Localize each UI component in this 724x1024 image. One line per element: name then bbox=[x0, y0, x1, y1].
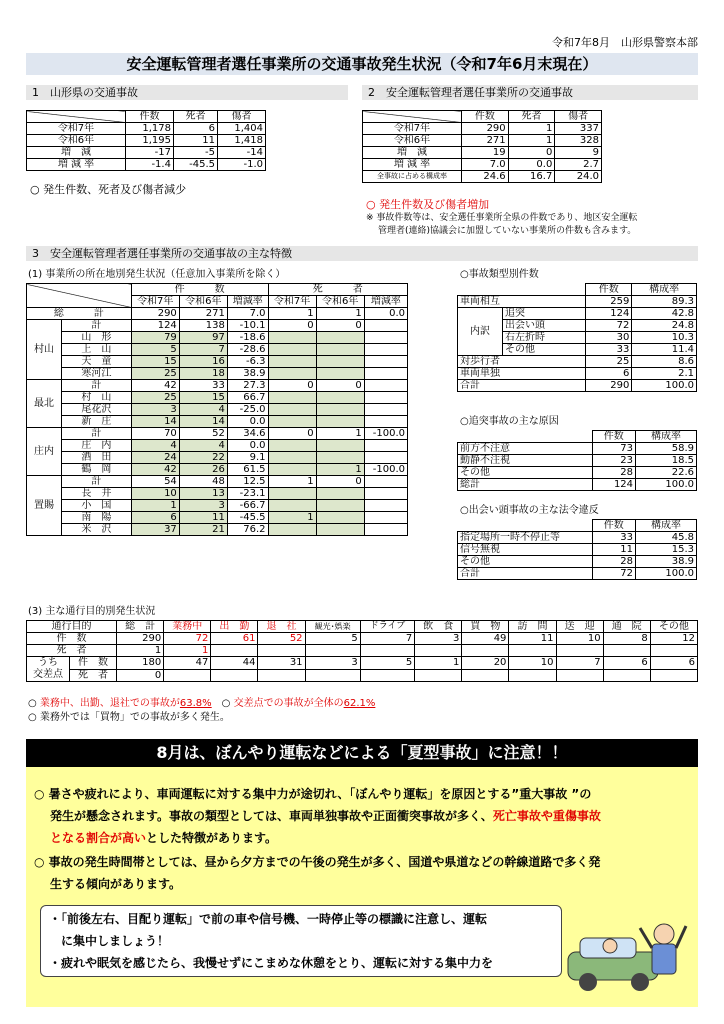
table-row: 南 陽 6 11 -45.5 1 bbox=[27, 512, 408, 524]
page-title: 安全運転管理者選任事業所の交通事故発生状況（令和7年6月末現在） bbox=[26, 53, 698, 75]
type-table-title: ○事故類型別件数 bbox=[460, 269, 539, 280]
table-row: 尾花沢 3 4 -25.0 bbox=[27, 404, 408, 416]
table-row: 庄 内 4 4 0.0 bbox=[27, 440, 408, 452]
col-header: 傷者 bbox=[218, 111, 266, 123]
purpose-table: 通行目的 総 計 業務中 出 勤 退 社 観光･娯楽 ドライブ 飲 食 買 物 訪 問 送 迎 通 院 その他 件 数 290 72 61 52 5 7 3 49 11 10 8 12 死 者 1 1 うち 交差点 件 数 180 47 44 31 3 5 1 20 10 7 6 6 死 者 0 bbox=[26, 620, 698, 682]
s1-note: ○ 発生件数、死者及び傷者減少 bbox=[30, 183, 187, 196]
table-row: その他 28 22.6 bbox=[458, 467, 697, 479]
cause-table-title: ○追突事故の主な原因 bbox=[460, 416, 559, 427]
s2-note-2: 管理者(連絡)協議会に加盟していない事業所の件数も含みます。 bbox=[378, 226, 637, 236]
region-label: 村山 bbox=[27, 320, 62, 380]
table-row: 右左折時 30 10.3 bbox=[458, 332, 697, 344]
col-header: 件数 bbox=[126, 111, 174, 123]
table-row: その他 33 11.4 bbox=[458, 344, 697, 356]
subsection1-title: (1) 事業所の所在地別発生状況（任意加入事業所を除く） bbox=[28, 269, 286, 280]
advice-para-2: ○ 事故の発生時間帯としては、昼から夕方までの午後の発生が多く、国道や県道などの幹線道路で多く発 生する傾向があります。 bbox=[34, 855, 601, 891]
s2-note-1: ※ 事故件数等は、安全選任事業所全県の件数であり、地区安全運転 bbox=[366, 213, 638, 223]
subsection3-title: (3) 主な通行目的別発生状況 bbox=[28, 606, 156, 617]
table-row: 増 減 率 -1.4 -45.5 -1.0 bbox=[27, 159, 266, 171]
table-row: 村山 計 124 138 -10.1 0 0 bbox=[27, 320, 408, 332]
safety-tips-box: ・「前後左右、目配り運転」で前の車や信号機、一時停止等の標識に注意し、運転 に集中しましょう！ ・疲れや眠気を感じたら、我慢せずにこまめな休憩をとり、運転に対する集中力を bbox=[40, 905, 562, 977]
region-label: 庄内 bbox=[27, 428, 62, 476]
section1-title: 1 山形県の交通事故 bbox=[26, 85, 348, 100]
table-row: 全事故に占める構成率 24.6 16.7 24.0 bbox=[363, 171, 602, 183]
table-row: 指定場所一時不停止等 33 45.8 bbox=[458, 532, 697, 544]
table-row: 動静不注視 23 18.5 bbox=[458, 455, 697, 467]
table-row: 合計 72 100.0 bbox=[458, 568, 697, 580]
table-row: 総計 124 100.0 bbox=[458, 479, 697, 491]
table-row: 鶴 岡 42 26 61.5 1 -100.0 bbox=[27, 464, 408, 476]
s2-note-red: ○ 発生件数及び傷者増加 bbox=[366, 198, 490, 211]
table-row: 内訳 追突 124 42.8 bbox=[458, 308, 697, 320]
section3-title: 3 安全運転管理者選任事業所の交通事故の主な特徴 bbox=[26, 246, 698, 261]
region-label: 最北 bbox=[27, 380, 62, 428]
table-row: 前方不注意 73 58.9 bbox=[458, 443, 697, 455]
table-row: その他 28 38.9 bbox=[458, 556, 697, 568]
table-row: 上 山 5 7 -28.6 bbox=[27, 344, 408, 356]
table-row: 長 井 10 13 -23.1 bbox=[27, 488, 408, 500]
table-row: 寒河江 25 18 38.9 bbox=[27, 368, 408, 380]
table-row: 庄内 計 70 52 34.6 0 1 -100.0 bbox=[27, 428, 408, 440]
table-row: 酒 田 24 22 9.1 bbox=[27, 452, 408, 464]
regional-accident-table: 件 数 死 者 令和7年 令和6年 増減率 令和7年 令和6年 増減率 総 計 290 271 7.0 1 1 0.0 村山 計 124 138 -10.1 0 0 山 形 79 97 -18.6 上 山 5 7 -28.6 天 童 15 16 -6.3 寒河江 25 18 38.9 最北 計 42 33 27.3 0 0 村 山 25 15 66.7 尾花沢 3 4 -25.0 新 庄 14 14 0.0 庄内 計 70 52 34.6 0 1 -100.0 庄 内 4 4 0.0 酒 田 24 22 9.1 鶴 岡 42 26 61.5 1 -100.0 置賜 計 54 48 12.5 1 0 長 井 10 13 -23.1 小 国 1 3 -66.7 南 陽 6 11 -45.5 1 米 沢 37 21 76.2 bbox=[26, 283, 408, 536]
section2-title: 2 安全運転管理者選任事業所の交通事故 bbox=[362, 85, 698, 100]
table-row: 令和7年 290 1 337 bbox=[363, 123, 602, 135]
table-row: 置賜 計 54 48 12.5 1 0 bbox=[27, 476, 408, 488]
purpose-note-2: ○ 業務外では「買物」での事故が多く発生。 bbox=[28, 712, 230, 723]
table-row: 出会い頭 72 24.8 bbox=[458, 320, 697, 332]
table-row: 米 沢 37 21 76.2 bbox=[27, 524, 408, 536]
accident-type-table: 件数 構成率 車両相互 259 89.3 内訳 追突 124 42.8 出会い頭 72 24.8 右左折時 30 10.3 その他 33 11.4 対歩行者 25 8.6 車両単独 6 2.1 合計 290 100.0 bbox=[457, 283, 697, 392]
table-row: 天 童 15 16 -6.3 bbox=[27, 356, 408, 368]
table-row: 令和6年 1,195 11 1,418 bbox=[27, 135, 266, 147]
violation-table-title: ○出会い頭事故の主な法令違反 bbox=[460, 505, 599, 516]
purpose-note-1: ○ 業務中、出勤、退社での事故が63.8% ○ 交差点での事故が全体の62.1% bbox=[28, 698, 376, 709]
table-row: 増 減 -17 -5 -14 bbox=[27, 147, 266, 159]
prefecture-accident-table bbox=[26, 110, 266, 171]
table-row: 合計 290 100.0 bbox=[458, 380, 697, 392]
issue-date: 令和7年8月 山形県警察本部 bbox=[552, 36, 698, 49]
region-label: 置賜 bbox=[27, 476, 62, 536]
table-row: 死 者 0 bbox=[27, 669, 698, 682]
table-row: 小 国 1 3 -66.7 bbox=[27, 500, 408, 512]
table-row: 村 山 25 15 66.7 bbox=[27, 392, 408, 404]
table-row: 新 庄 14 14 0.0 bbox=[27, 416, 408, 428]
table-row: 令和6年 271 1 328 bbox=[363, 135, 602, 147]
summer-accident-banner: 8月は、ぼんやり運転などによる「夏型事故」に注意！！ bbox=[26, 739, 698, 767]
table-row: うち 交差点 件 数 180 47 44 31 3 5 1 20 10 7 6 6 bbox=[27, 657, 698, 670]
col-header: 死者 bbox=[173, 111, 217, 123]
table-row: 総 計 290 271 7.0 1 1 0.0 bbox=[27, 308, 408, 320]
table-row: 増 減 率 7.0 0.0 2.7 bbox=[363, 159, 602, 171]
table-row: 車両相互 259 89.3 bbox=[458, 296, 697, 308]
table-row: 車両単独 6 2.1 bbox=[458, 368, 697, 380]
table-row: 最北 計 42 33 27.3 0 0 bbox=[27, 380, 408, 392]
table-row: 山 形 79 97 -18.6 bbox=[27, 332, 408, 344]
table-row: 件 数 290 72 61 52 5 7 3 49 11 10 8 12 bbox=[27, 633, 698, 645]
advice-para-1: ○ 暑さや疲れにより、車両運転に対する集中力が途切れ、「ぼんやり運転」を原因とする”重大事故 ”の 発生が懸念されます。事故の類型としては、車両単独事故や正面衝突事故が多く、死亡事故や重傷事故 となる割合が高いとした特徴があります。 bbox=[34, 787, 601, 845]
table-row: 対歩行者 25 8.6 bbox=[458, 356, 697, 368]
crossing-violation-table: 件数 構成率 指定場所一時不停止等 33 45.8 信号無視 11 15.3 その他 28 38.9 合計 72 100.0 bbox=[457, 519, 697, 580]
table-row: 信号無視 11 15.3 bbox=[458, 544, 697, 556]
rear-end-cause-table: 件数 構成率 前方不注意 73 58.9 動静不注視 23 18.5 その他 28 22.6 総計 124 100.0 bbox=[457, 430, 697, 491]
table-row: 増 減 19 0 9 bbox=[363, 147, 602, 159]
drivers-illustration bbox=[566, 912, 690, 994]
table-row: 令和7年 1,178 6 1,404 bbox=[27, 123, 266, 135]
selected-office-accident-table: 件数 死者 傷者 令和7年 290 1 337 令和6年 271 1 328 増 減 19 0 9 増 減 率 7.0 0.0 2.7 全事故に占める構成率 24.6 16.7 24.0 bbox=[362, 110, 602, 183]
table-row: 死 者 1 1 bbox=[27, 645, 698, 657]
